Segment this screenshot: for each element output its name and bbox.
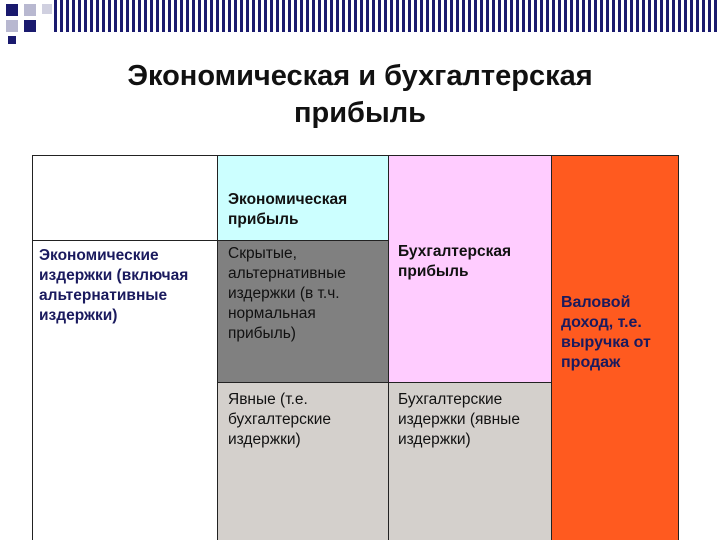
- border-left: [32, 155, 33, 540]
- border-col-3: [551, 155, 552, 540]
- cell-economic-costs: [33, 240, 218, 540]
- border-col-1: [217, 155, 218, 540]
- border-col-2: [388, 155, 389, 540]
- cell-accounting-profit: [389, 156, 552, 382]
- explicit-costs-text: Явные (т.е. бухгалтерские издержки): [228, 391, 331, 448]
- title-line-1: Экономическая и бухгалтерская: [127, 60, 593, 92]
- cell-header-empty: [33, 156, 218, 240]
- cell-economic-profit: [218, 156, 389, 240]
- border-row-1: [33, 240, 389, 241]
- cell-hidden-costs: [218, 240, 389, 382]
- border-row-2: [218, 382, 552, 383]
- accounting-profit-text: Бухгалтерская прибыль: [398, 243, 512, 280]
- border-top: [33, 155, 679, 156]
- economic-costs-text: Экономические издержки (включая альтернативные издержки): [39, 247, 189, 324]
- cell-accounting-costs: [389, 382, 552, 540]
- title-line-2: прибыль: [294, 97, 426, 129]
- accounting-costs-text: Бухгалтерские издержки (явные издержки): [398, 391, 520, 448]
- gross-income-text: Валовой доход, т.е. выручка от продаж: [561, 294, 651, 371]
- cell-explicit-costs: [218, 382, 389, 540]
- economic-profit-text: Экономическая прибыль: [228, 191, 348, 228]
- border-right: [678, 155, 679, 540]
- hidden-costs-text: Скрытые, альтернативные издержки (в т.ч. нормальная прибыль): [228, 245, 346, 342]
- cell-gross-income: [552, 156, 678, 540]
